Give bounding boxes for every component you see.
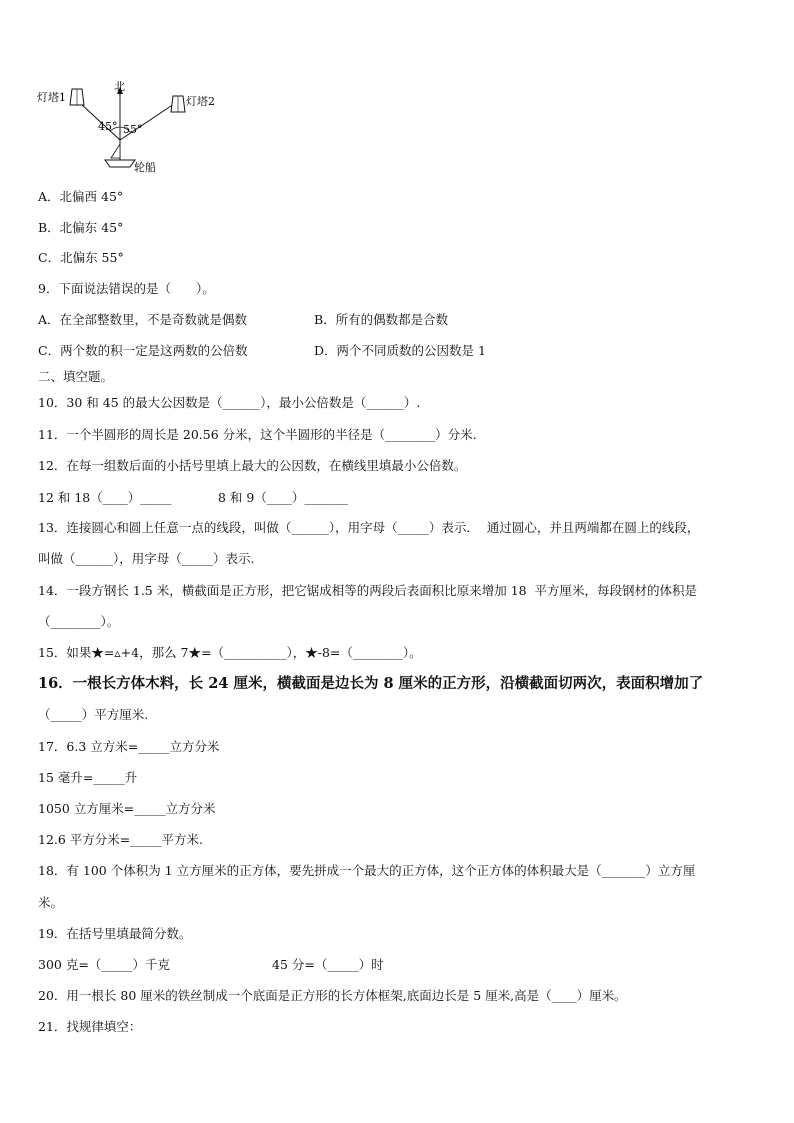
direction-figure (30, 78, 230, 178)
q12-part1: 12 和 18（____）_____ (38, 490, 172, 505)
q9-option-d: D．两个不同质数的公因数是 1 (314, 343, 486, 358)
q14-line1: 14．一段方钢长 1.5 米，横截面是正方形，把它锯成相等的两段后表面积比原来增加 18 平方厘米，每段钢材的体积是 (38, 583, 698, 598)
q17-line3: 1050 立方厘米=_____立方分米 (38, 801, 216, 816)
q17-line4: 12.6 平方分米=_____平方米. (38, 832, 204, 847)
q8-option-a: A．北偏西 45° (38, 189, 124, 204)
q14-line2: （________）。 (38, 614, 120, 629)
q17-line2: 15 毫升=_____升 (38, 770, 138, 785)
q9-option-b: B．所有的偶数都是合数 (314, 312, 449, 327)
q19-part1: 300 克=（_____）千克 (38, 957, 171, 972)
q17-line1: 17．6.3 立方米=_____立方分米 (38, 739, 220, 754)
q10: 10．30 和 45 的最大公因数是（______），最小公倍数是（______）. (38, 395, 421, 410)
ship-icon (105, 140, 135, 167)
angle-55-label: 55° (123, 123, 143, 136)
q12-stem: 12．在每一组数后面的小括号里填上最大的公因数，在横线里填最小公倍数。 (38, 458, 467, 473)
section-heading: 二、填空题。 (38, 369, 114, 384)
lighthouse-2-label: 灯塔2 (186, 95, 215, 108)
q21: 21．找规律填空： (38, 1019, 142, 1034)
q8-option-b: B．北偏东 45° (38, 220, 124, 235)
q18-line1: 18．有 100 个体积为 1 立方厘米的正方体，要先拼成一个最大的正方体，这个正方体的体积最大是（_______）立方厘 (38, 863, 696, 878)
q18-line2: 米。 (38, 895, 64, 910)
q9-option-c: C．两个数的积一定是这两数的公倍数 (38, 343, 248, 358)
north-label: 北 (114, 80, 125, 93)
q16-line2: （_____）平方厘米. (38, 707, 149, 722)
q9-option-a: A．在全部整数里，不是奇数就是偶数 (38, 312, 248, 327)
lighthouse-1-label: 灯塔1 (37, 91, 66, 104)
ship-label: 轮船 (134, 161, 156, 174)
q9-stem: 9．下面说法错误的是（ ）。 (38, 281, 215, 296)
q11: 11．一个半圆形的周长是 20.56 分米，这个半圆形的半径是（________）分米. (38, 427, 477, 442)
q19-stem: 19．在括号里填最简分数。 (38, 926, 192, 941)
q12-part2: 8 和 9（____）_______ (218, 490, 349, 505)
q13-line2: 叫做（______），用字母（_____）表示. (38, 551, 255, 566)
lighthouse-2-icon (171, 96, 185, 112)
angle-45-label: 45° (98, 120, 118, 133)
q16-line1: 16．一根长方体木料，长 24 厘米，横截面是边长为 8 厘米的正方形，沿横截面切两次，表面积增加了 (38, 675, 704, 692)
q8-option-c: C．北偏东 55° (38, 250, 124, 265)
q19-part2: 45 分=（_____）时 (272, 957, 384, 972)
q15: 15．如果★=▵+4，那么 7★=（__________），★-8=（________）。 (38, 645, 422, 660)
q13-line1: 13．连接圆心和圆上任意一点的线段，叫做（______），用字母（_____）表示． 通过圆心，并且两端都在圆上的线段， (38, 520, 700, 535)
q20: 20．用一根长 80 厘米的铁丝制成一个底面是正方形的长方体框架,底面边长是 5 厘米,高是（____）厘米。 (38, 988, 627, 1003)
lighthouse-1-icon (70, 89, 84, 105)
